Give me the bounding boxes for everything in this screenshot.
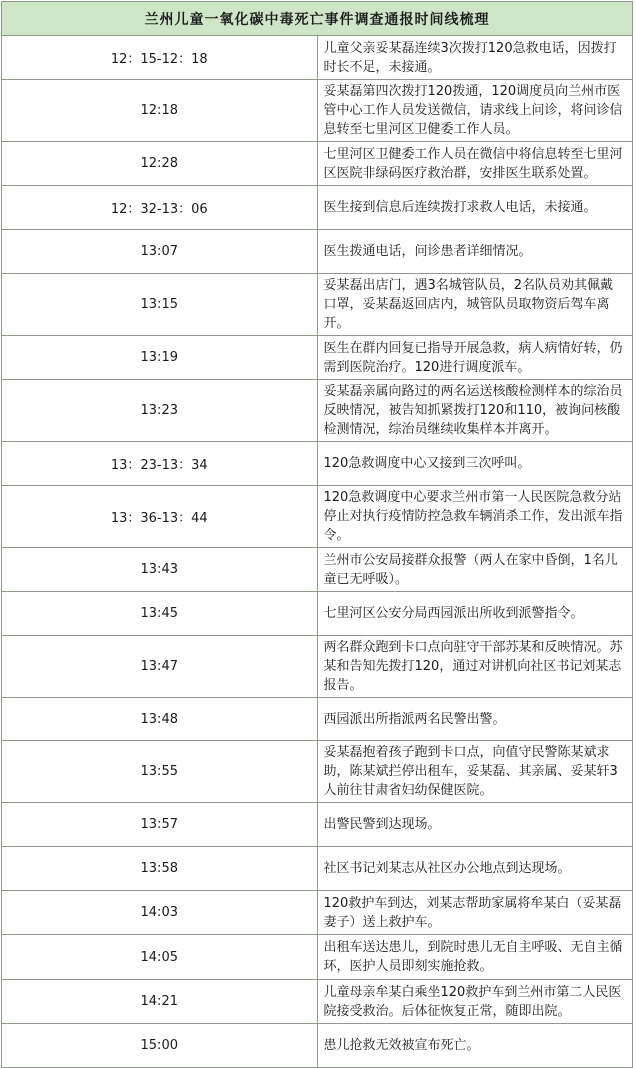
row-event: 儿童母亲牟某白乘坐120救护车到兰州市第二人民医院接受救治。后体征恢复正常，随即出院。 [317, 980, 633, 1024]
title-row [2, 2, 633, 36]
table-row [2, 186, 633, 230]
row-event: 医生接到信息后连续拨打求救人电话，未接通。 [317, 186, 633, 230]
row-event: 七里河区卫健委工作人员在微信中将信息转至七里河区医院非绿码医疗救治群，安排医生联系处置。 [317, 142, 633, 186]
row-event: 医生拨通电话，问诊患者详细情况。 [317, 230, 633, 274]
row-event: 120急救调度中心又接到三次呼叫。 [317, 442, 633, 486]
row-event: 120救护车到达，刘某志帮助家属将牟某白（妥某磊妻子）送上救护车。 [317, 891, 633, 935]
row-event: 120急救调度中心要求兰州市第一人民医院急救分站停止对执行疫情防控急救车辆消杀工作，发出派车指令。 [317, 486, 633, 548]
row-time: 13：23-13：34 [2, 442, 318, 486]
table-row [2, 1024, 633, 1068]
table-row [2, 803, 633, 847]
row-time: 15:00 [2, 1024, 318, 1068]
row-event: 妥某磊亲属向路过的两名运送核酸检测样本的综治员反映情况，被告知抓紧拨打120和110，被询问核酸检测情况，综治员继续收集样本并离开。 [317, 380, 633, 442]
table-row [2, 698, 633, 741]
table-row [2, 230, 633, 274]
table-row [2, 636, 633, 698]
table-row [2, 274, 633, 336]
table-row [2, 548, 633, 592]
row-time: 13:58 [2, 847, 318, 891]
row-time: 13:15 [2, 274, 318, 336]
row-time: 13:43 [2, 548, 318, 592]
row-time: 13:45 [2, 592, 318, 636]
row-time: 14:03 [2, 891, 318, 935]
row-time: 12：32-13：06 [2, 186, 318, 230]
row-event: 患儿抢救无效被宣布死亡。 [317, 1024, 633, 1068]
timeline-table [1, 1, 633, 1068]
row-event: 西园派出所指派两名民警出警。 [317, 698, 633, 741]
table-row [2, 741, 633, 803]
table-row [2, 891, 633, 935]
table-row [2, 592, 633, 636]
row-event: 七里河区公安分局西园派出所收到派警指令。 [317, 592, 633, 636]
row-time: 13:47 [2, 636, 318, 698]
row-time: 12:28 [2, 142, 318, 186]
row-event: 出租车送达患儿，到院时患儿无自主呼吸、无自主循环，医护人员即刻实施抢救。 [317, 935, 633, 980]
table-row [2, 935, 633, 980]
table-row [2, 486, 633, 548]
table-row [2, 36, 633, 80]
row-time: 13:55 [2, 741, 318, 803]
row-event: 社区书记刘某志从社区办公地点到达现场。 [317, 847, 633, 891]
row-time: 14:05 [2, 935, 318, 980]
table-row [2, 847, 633, 891]
table-row [2, 80, 633, 142]
row-time: 13：36-13：44 [2, 486, 318, 548]
row-time: 12:18 [2, 80, 318, 142]
row-time: 13:19 [2, 336, 318, 380]
row-event: 妥某磊出店门，遇3名城管队员，2名队员劝其佩戴口罩，妥某磊返回店内，城管队员取物资后驾车离开。 [317, 274, 633, 336]
row-time: 13:07 [2, 230, 318, 274]
table-row [2, 336, 633, 380]
row-time: 14:21 [2, 980, 318, 1024]
table-title: 兰州儿童一氧化碳中毒死亡事件调查通报时间线梳理 [2, 2, 633, 36]
table-row [2, 442, 633, 486]
row-event: 出警民警到达现场。 [317, 803, 633, 847]
row-time: 12：15-12：18 [2, 36, 318, 80]
row-time: 13:57 [2, 803, 318, 847]
row-time: 13:48 [2, 698, 318, 741]
table-row [2, 380, 633, 442]
row-event: 兰州市公安局接群众报警（两人在家中昏倒，1名儿童已无呼吸）。 [317, 548, 633, 592]
row-time: 13:23 [2, 380, 318, 442]
row-event: 妥某磊第四次拨打120拨通，120调度员向兰州市医管中心工作人员发送微信，请求线上问诊，将问诊信息转至七里河区卫健委工作人员。 [317, 80, 633, 142]
timeline-body [2, 36, 633, 1068]
row-event: 两名群众跑到卡口点向驻守干部苏某和反映情况。苏某和告知先拨打120，通过对讲机向社区书记刘某志报告。 [317, 636, 633, 698]
row-event: 医生在群内回复已指导开展急救，病人病情好转，仍需到医院治疗。120进行调度派车。 [317, 336, 633, 380]
row-event: 儿童父亲妥某磊连续3次拨打120急救电话，因拨打时长不足，未接通。 [317, 36, 633, 80]
table-row [2, 142, 633, 186]
row-event: 妥某磊抱着孩子跑到卡口点，向值守民警陈某斌求助，陈某斌拦停出租车，妥某磊、其亲属、妥某轩3人前往甘肃省妇幼保健医院。 [317, 741, 633, 803]
